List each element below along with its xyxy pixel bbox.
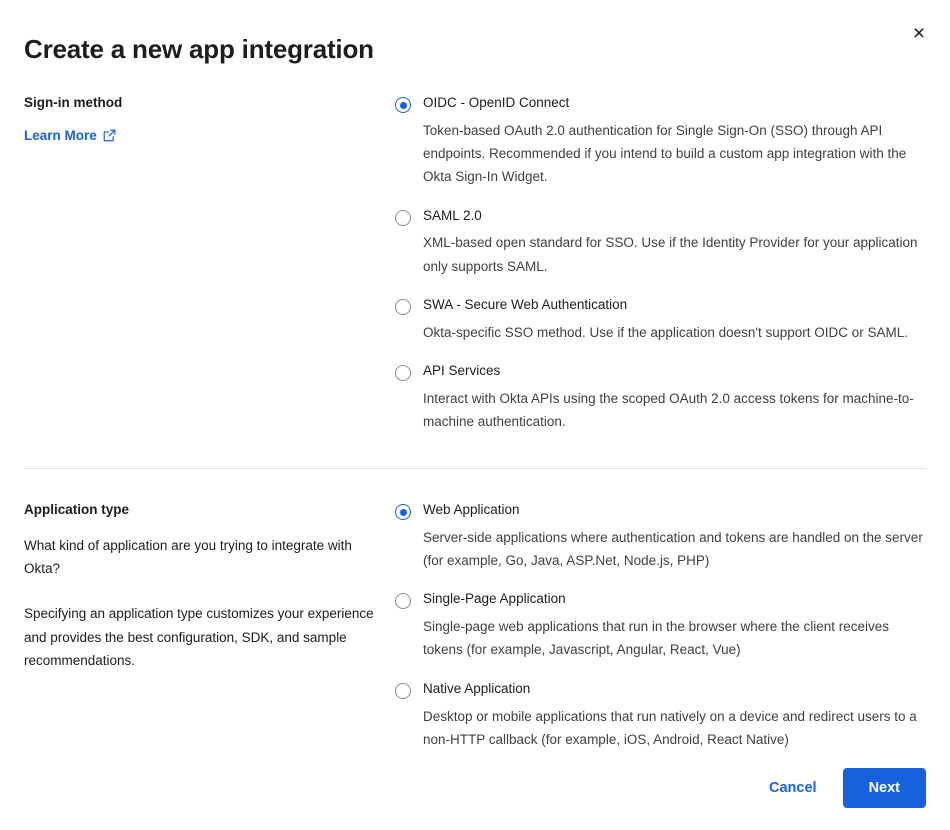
application-type-options — [395, 501, 926, 751]
sign-in-method-radio-group — [395, 94, 926, 433]
radio-icon[interactable] — [395, 299, 411, 315]
radio-option-title: SWA - Secure Web Authentication — [423, 296, 628, 312]
radio-icon-selected[interactable] — [395, 97, 411, 113]
sign-in-method-options — [395, 94, 926, 433]
application-type-left-column — [24, 501, 395, 751]
radio-option-body — [423, 94, 926, 189]
radio-option-body — [423, 362, 926, 433]
page-title: Create a new app integration — [24, 34, 374, 64]
learn-more-label: Learn More — [24, 127, 97, 143]
radio-option-body — [423, 296, 926, 344]
radio-icon[interactable] — [395, 683, 411, 699]
radio-option-description: Token-based OAuth 2.0 authentication for Single Sign-On (SSO) through API endpoints. Recommended if you intend to build a custom app integration with the Okta Sign-In Widget. — [423, 122, 907, 185]
application-type-radio-group — [395, 501, 926, 751]
radio-option-description: Interact with Okta APIs using the scoped OAuth 2.0 access tokens for machine-to-machine authentication. — [423, 390, 914, 430]
radio-option-body — [423, 680, 926, 751]
radio-option-description: XML-based open standard for SSO. Use if the Identity Provider for your application only supports SAML. — [423, 235, 918, 274]
radio-option-native-application[interactable] — [395, 680, 926, 751]
sign-in-method-section — [24, 94, 926, 433]
close-icon[interactable]: × — [904, 18, 934, 48]
radio-option-title: Native Application — [423, 680, 531, 696]
dialog-footer — [24, 768, 926, 808]
section-divider — [24, 468, 926, 469]
radio-option-title: Web Application — [423, 502, 520, 517]
radio-icon[interactable] — [395, 210, 411, 226]
radio-option-title: SAML 2.0 — [423, 207, 482, 223]
application-type-section — [24, 501, 926, 751]
radio-option-single-page-application[interactable] — [395, 590, 926, 661]
radio-icon-selected[interactable] — [395, 504, 411, 520]
radio-option-api-services[interactable] — [395, 362, 926, 433]
radio-icon[interactable] — [395, 593, 411, 609]
external-link-icon — [103, 129, 116, 142]
radio-option-description: Single-page web applications that run in the browser where the client receives tokens (for example, Javascript, Angular, React, Vue) — [423, 619, 890, 658]
radio-option-saml[interactable] — [395, 207, 926, 278]
radio-option-body — [423, 207, 926, 278]
learn-more-link[interactable] — [24, 128, 116, 143]
radio-option-title: Single-Page Application — [423, 591, 566, 607]
radio-option-title: API Services — [423, 362, 501, 378]
radio-option-body — [423, 590, 926, 661]
radio-option-title: OIDC - OpenID Connect — [423, 95, 570, 110]
next-button[interactable]: Next — [843, 768, 926, 808]
radio-option-description: Okta-specific SSO method. Use if the application doesn't support OIDC or SAML. — [423, 324, 909, 340]
radio-option-body — [423, 501, 926, 572]
radio-option-web-application[interactable] — [395, 501, 926, 572]
radio-icon[interactable] — [395, 365, 411, 381]
application-type-help-2: Specifying an application type customizes your experience and provides the best configuration, SDK, and sample recommendations. — [24, 606, 374, 668]
sign-in-method-label: Sign-in method — [24, 95, 123, 110]
cancel-button[interactable]: Cancel — [755, 770, 831, 806]
radio-option-swa[interactable] — [395, 296, 926, 344]
radio-option-description: Server-side applications where authentication and tokens are handled on the server (for example, Go, Java, ASP.Net, Node.js, PHP) — [423, 529, 923, 569]
radio-option-oidc[interactable] — [395, 94, 926, 189]
sign-in-method-left-column — [24, 94, 395, 433]
application-type-label: Application type — [24, 502, 130, 517]
radio-option-description: Desktop or mobile applications that run natively on a device and redirect users to a non-HTTP callback (for example, iOS, Android, React Native) — [423, 708, 917, 747]
application-type-help-1: What kind of application are you trying to integrate with Okta? — [24, 537, 352, 577]
